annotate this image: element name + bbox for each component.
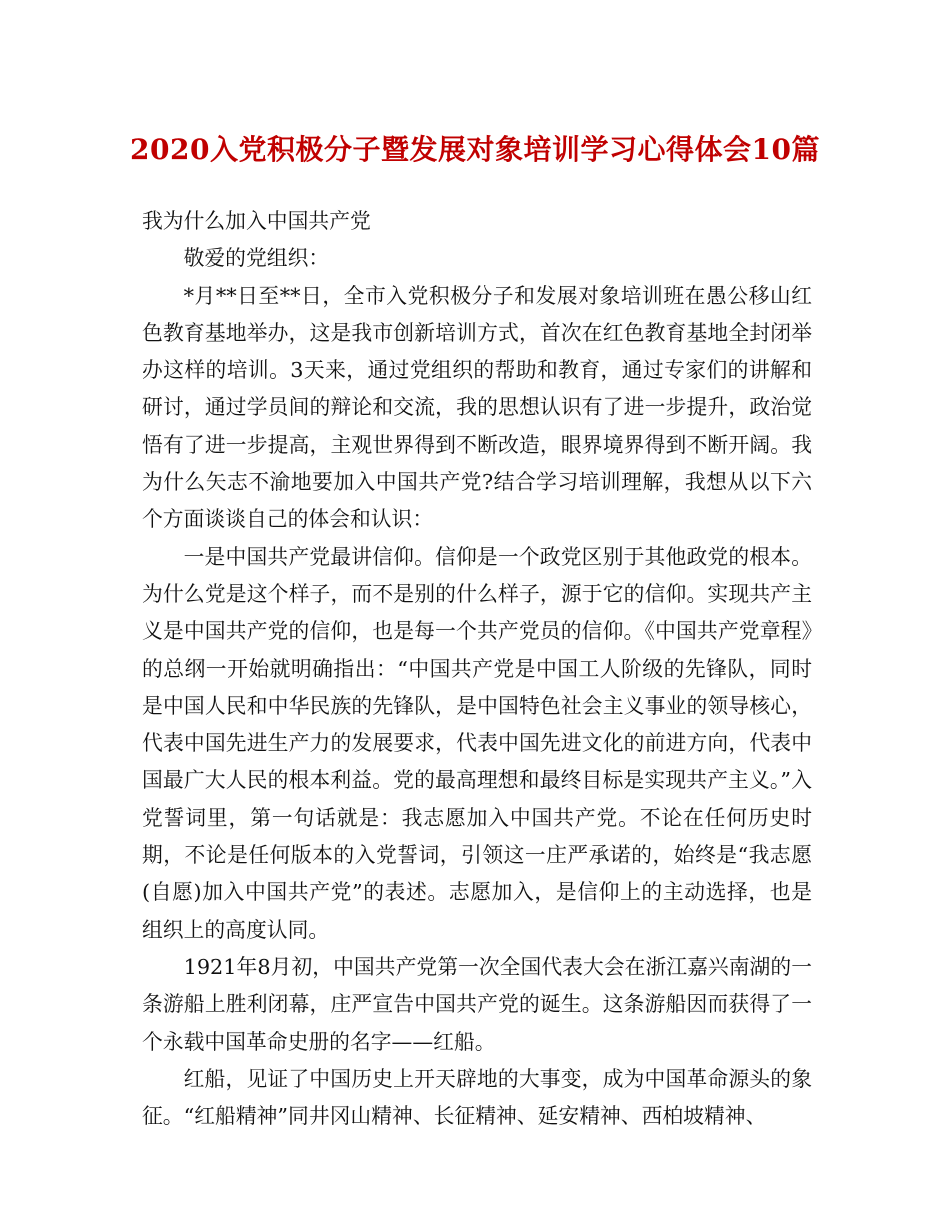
document-title: 2020入党积极分子暨发展对象培训学习心得体会10篇 (130, 133, 820, 166)
salutation: 敬爱的党组织： (183, 246, 330, 271)
paragraph-3: 1921年8月初，中国共产党第一次全国代表大会在浙江嘉兴南湖的一条游船上胜利闭幕，庄严宣告中国共产党的诞生。这条游船因而获得了一个永载中国革命史册的名字——红船。 (142, 954, 812, 1054)
document-body (142, 203, 812, 1135)
section-heading: 我为什么加入中国共产党 (142, 209, 371, 233)
paragraph-2: 一是中国共产党最讲信仰。信仰是一个政党区别于其他政党的根本。为什么党是这个样子，而不是别的什么样子，源于它的信仰。实现共产主义是中国共产党的信仰，也是每一个共产党员的信仰。《中国共产党章程》的总纲一开始就明确指出：“中国共产党是中国工人阶级的先锋队，同时是中国人民和中华民族的先锋队，是中国特色社会主义事业的领导核心，代表中国先进生产力的发展要求，代表中国先进文化的前进方向，代表中国最广大人民的根本利益。党的最高理想和最终目标是实现共产主义。”入党誓词里，第一句话就是：我志愿加入中国共产党。不论在任何历史时期，不论是任何版本的入党誓词，引领这一庄严承诺的，始终是“我志愿(自愿)加入中国共产党”的表述。志愿加入，是信仰上的主动选择，也是组织上的高度认同。 (142, 544, 812, 942)
paragraph-1: *月**日至**日，全市入党积极分子和发展对象培训班在愚公移山红色教育基地举办，这是我市创新培训方式，首次在红色教育基地全封闭举办这样的培训。3天来，通过党组织的帮助和教育，通过专家们的讲解和研讨，通过学员间的辩论和交流，我的思想认识有了进一步提升，政治觉悟有了进一步提高，主观世界得到不断改造，眼界境界得到不断开阔。我为什么矢志不渝地要加入中国共产党?结合学习培训理解，我想从以下六个方面谈谈自己的体会和认识： (142, 283, 812, 532)
paragraph-4: 红船，见证了中国历史上开天辟地的大事变，成为中国革命源头的象征。“红船精神”同井冈山精神、长征精神、延安精神、西柏坡精神、 (142, 1066, 812, 1129)
